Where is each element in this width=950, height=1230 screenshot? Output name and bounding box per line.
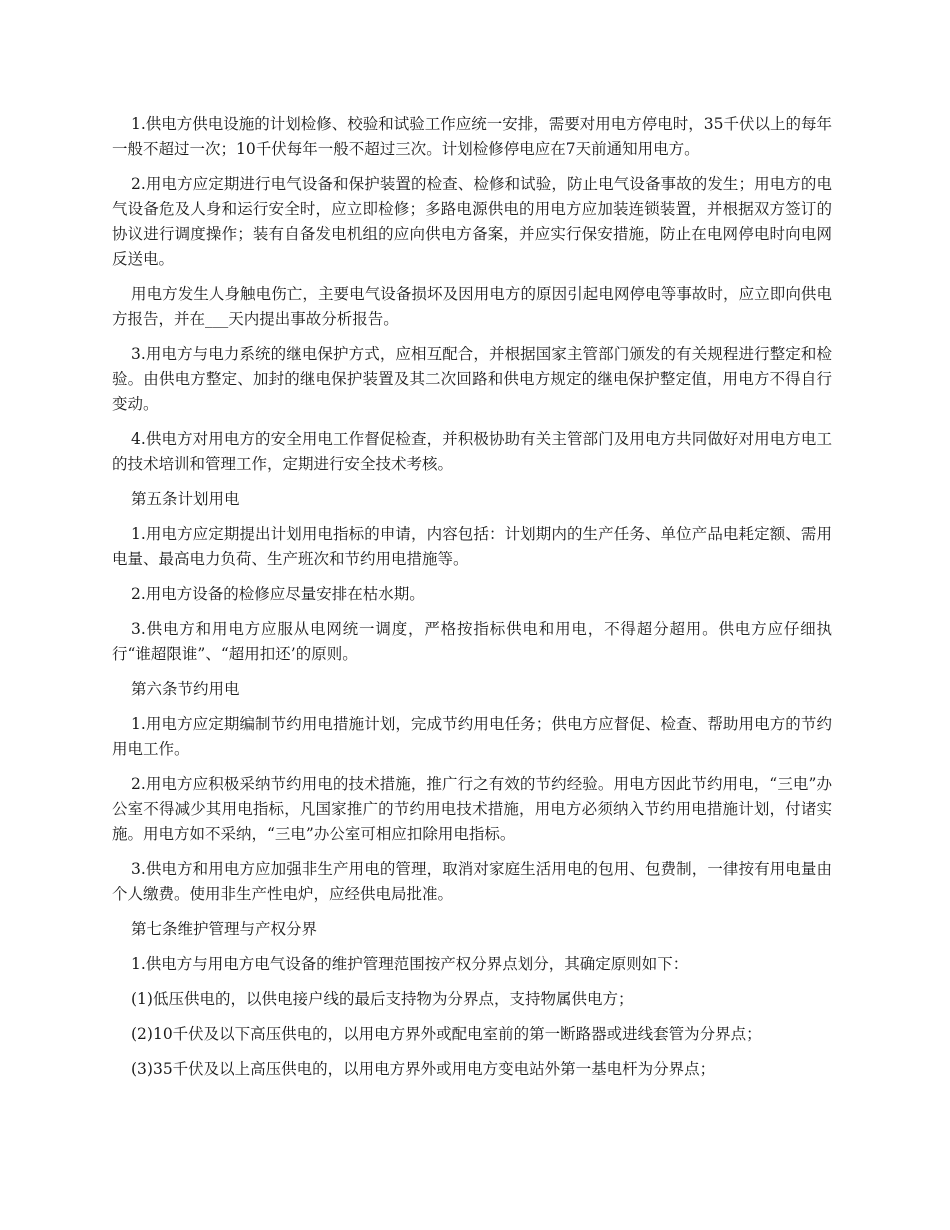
paragraph-35kv: (3)35千伏及以上高压供电的，以用电方界外或用电方变电站外第一基电杆为分界点； [131, 1060, 716, 1078]
section-heading-planned-use: 第五条计划用电 [131, 490, 240, 508]
paragraph-maintenance-schedule: 2.用电方设备的检修应尽量安排在枯水期。 [131, 585, 425, 603]
paragraph-outage-notice: 1.供电方供电设施的计划检修、校验和试验工作应统一安排，需要对用电方停电时，35千伏以上的每年一般不超过一次；10千伏每年一般不超过三次。计划检修停电应在7天前通知用电方。 [112, 115, 833, 158]
paragraph-equipment-inspection: 2.用电方应定期进行电气设备和保护装置的检查、检修和试验，防止电气设备事故的发生；用电方的电气设备危及人身和运行安全时，应立即检修；多路电源供电的用电方应加装连锁装置，并根据双方签订的协议进行调度操作；装有自备发电机组的应向供电方备案，并应实行保安措施，防止在电网停电时向电网反送电。 [112, 175, 832, 268]
document-page [112, 112, 832, 1092]
paragraph-grid-dispatch: 3.供电方和用电方应服从电网统一调度，严格按指标供电和用电，不得超分超用。供电方应仔细执行“谁超限谁”、“超用扣还’的原则。 [112, 620, 832, 663]
paragraph-10kv: (2)10千伏及以下高压供电的，以用电方界外或配电室前的第一断路器或进线套管为分界点； [131, 1025, 762, 1043]
paragraph-saving-plan: 1.用电方应定期编制节约用电措施计划，完成节约用电任务；供电方应督促、检查、帮助用电方的节约用电工作。 [112, 715, 832, 758]
paragraph-plan-application: 1.用电方应定期提出计划用电指标的申请，内容包括：计划期内的生产任务、单位产品电耗定额、需用电量、最高电力负荷、生产班次和节约用电措施等。 [112, 525, 832, 568]
paragraph-non-production-use: 3.供电方和用电方应加强非生产用电的管理，取消对家庭生活用电的包用、包费制，一律按有用电量由个人缴费。使用非生产性电炉，应经供电局批准。 [112, 860, 832, 903]
paragraph-saving-measures: 2.用电方应积极采纳节约用电的技术措施，推广行之有效的节约经验。用电方因此节约用电，“三电”办公室不得减少其用电指标，凡国家推广的节约用电技术措施，用电方必须纳入节约用电措施计划，付诸实施。用电方如不采纳，“三电”办公室可相应扣除用电指标。 [112, 775, 832, 843]
paragraph-low-voltage: (1)低压供电的，以供电接户线的最后支持物为分界点，支持物属供电方； [131, 990, 634, 1008]
section-heading-energy-saving: 第六条节约用电 [131, 680, 240, 698]
paragraph-safety-supervision: 4.供电方对用电方的安全用电工作督促检查，并积极协助有关主管部门及用电方共同做好对用电方电工的技术培训和管理工作，定期进行安全技术考核。 [112, 430, 832, 473]
paragraph-relay-protection: 3.用电方与电力系统的继电保护方式，应相互配合，并根据国家主管部门颁发的有关规程进行整定和检验。由供电方整定、加封的继电保护装置及其二次回路和供电方规定的继电保护整定值，用电方不得自行变动。 [112, 345, 832, 413]
paragraph-boundary-principle: 1.供电方与用电方电气设备的维护管理范围按产权分界点划分，其确定原则如下： [131, 955, 689, 973]
section-heading-maintenance-ownership: 第七条维护管理与产权分界 [131, 920, 318, 938]
paragraph-accident-report: 用电方发生人身触电伤亡，主要电气设备损坏及因用电方的原因引起电网停电等事故时，应立即向供电方报告，并在___天内提出事故分析报告。 [112, 285, 832, 328]
